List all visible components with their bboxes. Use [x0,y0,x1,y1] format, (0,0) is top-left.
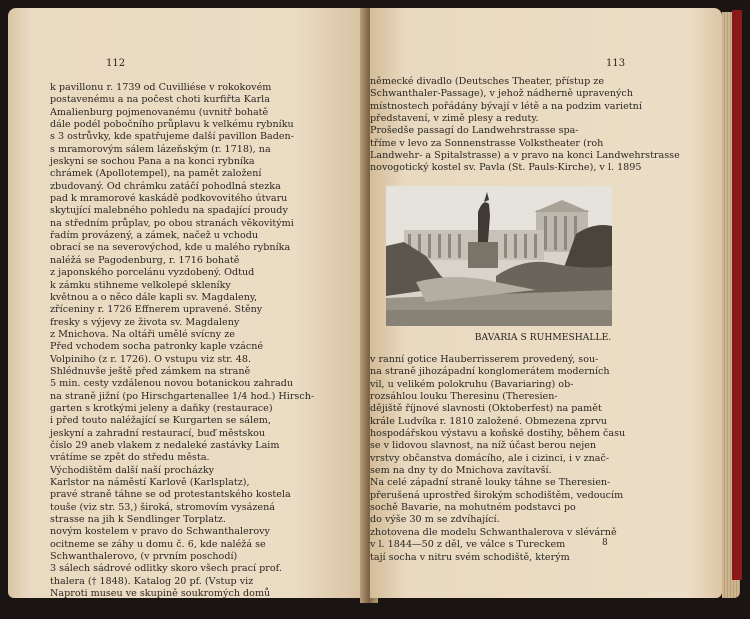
text-line: jeskyní a zahradní restaurací, buď městskou [50,427,266,439]
left-page-text [50,82,350,600]
text-line: tají socha v nitru svém schodiště, kterým [370,551,570,563]
text-line: řadím provázený, a zámek, načež u vchodu [50,230,259,242]
text-line: k zámku stihneme velkolepé skleníky [50,279,231,291]
text-line: novým kostelem v pravo do Schwanthalerovy [50,526,270,538]
text-line: Landwehr- a Spitalstrasse) a v pravo na konci Landwehrstrasse [370,150,680,162]
text-line: touše (viz str. 53,) široká, stromovím vysázená [50,501,276,513]
text-line: 3 sálech sádrové odlitky skoro všech prací prof. [50,563,282,575]
text-line: thalera († 1848). Katalog 20 pf. (Vstup viz [50,575,254,587]
text-line: jeskyni se sochou Pana a na konci rybníka [50,156,255,168]
text-line: vrstvy občanstva domácího, ale i cizinci, i v znač- [370,452,610,464]
right-page-text-top [370,76,680,175]
right-page [370,8,722,598]
text-line: pad k mramorové kaskádě podkovovitého útvaru [50,193,288,205]
text-line: Schwanthaler-Passage), v jehož nádherně upravených [370,88,633,100]
text-line: Na celé západní straně louky táhne se Theresien- [370,477,611,489]
text-line: Volpiniho (z r. 1726). O vstupu viz str. 48. [50,353,252,365]
text-line: zříceniny r. 1726 Effnerem upravené. Stěny [50,304,263,316]
text-line: číslo 29 aneb vlakem z nedaleké zastávky Laim [50,439,280,451]
book-cover-edge [732,10,742,580]
text-line: s 3 ostrůvky, kde spatřujeme další pavillon Baden- [50,131,294,143]
right-page-text-bottom [370,354,628,564]
text-line: tříme v levo za Sonnenstrasse Volkstheater (roh [370,137,604,149]
text-line: vrátíme se zpět do středu města. [50,452,210,464]
text-line: z Mnichova. Na oltáři umělé svícny ze [50,328,235,340]
text-line: garten s krotkými jeleny a daňky (restaurace) [50,402,273,414]
text-line: na straně jižní (po Hirschgartenallee 1/4 hod.) Hirsch- [50,390,315,402]
bavaria-ruhmeshalle-engraving [386,186,612,326]
text-line: místnostech pořádány bývají v létě a na podzim varietní [370,100,642,112]
text-line: Karlstor na náměstí Karlově (Karlsplatz), [50,477,250,488]
open-book [8,8,742,611]
figure-caption: BAVARIA S RUHMESHALLE. [474,332,612,343]
text-line: rozsáhlou louku Theresinu (Theresien- [370,391,558,403]
text-line: Východištěm další naší procházky [50,464,215,476]
text-line: Shlédnuvše ještě před zámkem na straně [50,365,251,377]
text-line: dále podél pobočního průplavu k velkému rybníku [50,119,294,131]
text-line: v ranní gotice Hauberrisserem provedený, sou- [370,354,599,365]
text-line: novogotický kostel sv. Pavla (St. Pauls-Kirche), v l. 1895 [370,162,642,174]
text-line: květnou a o něco dále kapli sv. Magdaleny, [50,291,258,303]
page-number-right: 113 [606,58,626,69]
text-line: Amalienburg pojmenovanému (uvnitř bohatě [50,106,269,118]
text-line: krále Ludvíka r. 1810 založené. Obmezena zprvu [370,415,607,427]
text-line: na straně jihozápadní konglomerátem moderních [370,366,610,378]
text-line: v l. 1844—50 z děl, ve válce s Tureckem [370,539,566,551]
text-line: skytující malebného pohledu na spadající proudy [50,205,288,217]
text-line: k pavillonu r. 1739 od Cuvilliése v rokokovém [50,82,272,93]
bavaria-illustration [386,186,612,326]
text-line: zbudovaný. Od chrámku zatáčí pohodlná stezka [50,180,281,192]
text-line: postavenému a na počest choti kurfiřta Karla [50,94,270,106]
text-line: obrací se na severovýchod, kde u malého rybníka [50,242,291,254]
text-line: Prošedše passagí do Landwehrstrasse spa- [370,125,579,137]
text-line: německé divadlo (Deutsches Theater, přístup ze [370,76,605,87]
text-line: zhotovena dle modelu Schwanthalerova v slévárně [370,526,617,538]
text-line: představení, v zimě plesy a reduty. [370,113,539,125]
text-line: naléžá se Pagodenburg, r. 1716 bohatě [50,254,240,266]
text-line: z japonského porcelánu vyzdobený. Odtud [50,267,255,279]
text-line: chrámek (Apollotempel), na pamět založení [50,168,262,180]
text-line: fresky s výjevy ze života sv. Magdaleny [50,316,240,328]
signature-mark: 8 [602,538,608,548]
text-line: Před vchodem socha patronky kaple vzácné [50,341,264,353]
text-line: Naproti museu ve skupině soukromých domů [50,588,271,600]
text-line: s mramorovým sálem lázeňským (r. 1718), na [50,143,271,155]
text-line: hospodářskou výstavu a koňské dostihy, během času [370,428,626,440]
text-line: se v lidovou slavnost, na níž účast berou nejen [370,440,597,452]
text-line: vil, u velikém polokruhu (Bavariaring) ob- [370,378,574,390]
text-line: pravé straně táhne se od protestantského kostela [50,489,291,501]
text-line: ocitneme se záhy u domu č. 6, kde naléžá se [50,538,266,550]
text-line: do výše 30 m se zdvíhající. [370,514,500,526]
text-line: strasse na jih k Sendlinger Torplatz. [50,514,226,526]
text-line: na středním průplav, po obou stranách věkovitými [50,217,294,229]
left-page [8,8,366,598]
page-number-left: 112 [106,58,126,69]
text-line: sochě Bavarie, na mohutném podstavci po [370,502,576,514]
text-line: dějiště říjnové slavnosti (Oktoberfest) na pamět [370,403,602,415]
text-line: sem na dny ty do Mnichova zavítavší. [370,465,552,477]
text-line: 5 min. cesty vzdálenou novou botanickou zahradu [50,378,294,390]
text-line: Schwanthalerovo, (v prvním poschodí) [50,551,238,563]
text-line: přerušená uprostřed širokým schodištěm, vedoucím [370,489,624,501]
text-line: i před touto naléžající se Kurgarten se sálem, [50,415,271,427]
